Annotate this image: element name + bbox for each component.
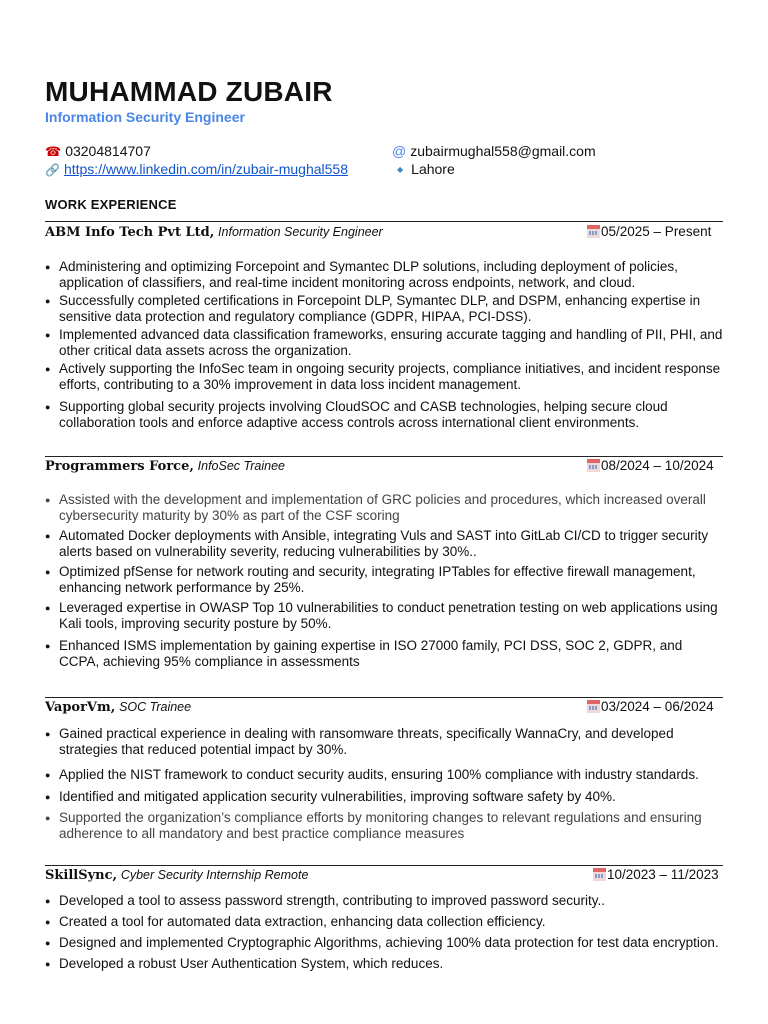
list-item: ● Assisted with the development and implementation of GRC policies and procedures, which increased overall cybersecurity maturity by 30% as part of the CSF scoring [45,492,725,524]
divider [45,865,723,866]
list-item: ● Identified and mitigated application security vulnerabilities, improving software safety by 40%. [45,789,725,805]
calendar-icon [593,868,606,881]
divider [45,456,723,457]
divider [45,697,723,698]
list-item: ● Enhanced ISMS implementation by gaining expertise in ISO 27000 family, PCI DSS, SOC 2, GDPR, and CCPA, achieving 95% compliance in assessments [45,638,725,670]
list-item: ● Supporting global security projects involving CloudSOC and CASB technologies, helping secure cloud collaboration tools and enforce adaptive access controls across international client environments. [45,399,725,431]
job-bullets [45,726,725,842]
list-item: ● Leveraged expertise in OWASP Top 10 vulnerabilities to conduct penetration testing on web applications using Kali tools, improving security posture by 50%. [45,600,725,632]
linkedin-contact [45,161,348,177]
calendar-icon [587,225,600,238]
list-item: ● Gained practical experience in dealing with ransomware threats, specifically WannaCry, and developed strategies that reduced potential impact by 30%. [45,726,725,758]
list-item: ● Actively supporting the InfoSec team in ongoing security projects, compliance initiatives, and incident response efforts, contributing to a 30% improvement in data loss incident management. [45,361,725,393]
job-bullets [45,893,725,972]
job-header [45,224,383,240]
job-role: InfoSec Trainee [197,459,285,473]
job-date: 03/2024 – 06/2024 [587,699,714,714]
linkedin-link[interactable]: https://www.linkedin.com/in/zubair-mughal558 [63,161,348,177]
link-icon: 🔗 [45,163,60,177]
email-icon: @ [392,143,407,159]
job-bullets [45,492,725,670]
job-company: SkillSync, [45,868,118,883]
job-header [45,458,285,474]
job-role: Cyber Security Internship Remote [120,868,309,882]
divider [45,221,723,222]
job-header [45,867,308,883]
job-date: 08/2024 – 10/2024 [587,458,714,473]
location-icon: ◆ [397,165,404,174]
job-role: SOC Trainee [119,700,192,714]
list-item: ● Implemented advanced data classification frameworks, ensuring accurate tagging and handling of PII, PHI, and other critical data assets across the organization. [45,327,725,359]
candidate-name: MUHAMMAD ZUBAIR [45,76,333,107]
list-item: ● Designed and implemented Cryptographic Algorithms, achieving 100% data protection for test data encryption. [45,935,725,951]
email-address[interactable]: zubairmughal558@gmail.com [410,143,596,159]
section-title-work-experience: WORK EXPERIENCE [45,197,177,212]
list-item: ● Optimized pfSense for network routing and security, integrating IPTables for effective firewall management, enhancing network performance by 25%. [45,564,725,596]
job-date: 05/2025 – Present [587,224,711,239]
job-company: Programmers Force, [45,459,194,474]
calendar-icon [587,459,600,472]
job-date: 10/2023 – 11/2023 [593,867,719,882]
calendar-icon [587,700,600,713]
list-item: ● Developed a tool to assess password strength, contributing to improved password security.. [45,893,725,909]
phone-contact [45,143,151,160]
location-contact [397,161,455,177]
list-item: ● Automated Docker deployments with Ansible, integrating Vuls and SAST into GitLab CI/CD to trigger security alerts based on vulnerability severity, reducing vulnerabilities by 30%.. [45,528,725,560]
job-company: ABM Info Tech Pvt Ltd, [45,225,215,240]
job-role: Information Security Engineer [218,225,383,239]
list-item: ● Created a tool for automated data extraction, enhancing data collection efficiency. [45,914,725,930]
list-item: ● Successfully completed certifications in Forcepoint DLP, Symantec DLP, and DSPM, enhancing expertise in sensitive data protection and regulatory compliance (GDPR, HIPAA, PCI-DSS). [45,293,725,325]
location-text: Lahore [411,161,455,177]
list-item: ● Administering and optimizing Forcepoint and Symantec DLP solutions, including deployment of policies, application of classifiers, and real-time incident monitoring across endpoints, network, and cloud. [45,259,725,291]
phone-number: 03204814707 [65,143,151,159]
list-item: ● Supported the organization’s compliance efforts by monitoring changes to relevant regulations and ensuring adherence to all mandatory and best practice compliance measures [45,810,725,842]
phone-icon: ☎ [45,144,62,159]
list-item: ● Developed a robust User Authentication System, which reduces. [45,956,725,972]
job-company: VaporVm, [45,700,116,715]
email-contact [392,143,596,159]
candidate-title: Information Security Engineer [45,109,245,125]
list-item: ● Applied the NIST framework to conduct security audits, ensuring 100% compliance with industry standards. [45,767,725,783]
job-bullets [45,259,725,431]
job-header [45,699,191,715]
